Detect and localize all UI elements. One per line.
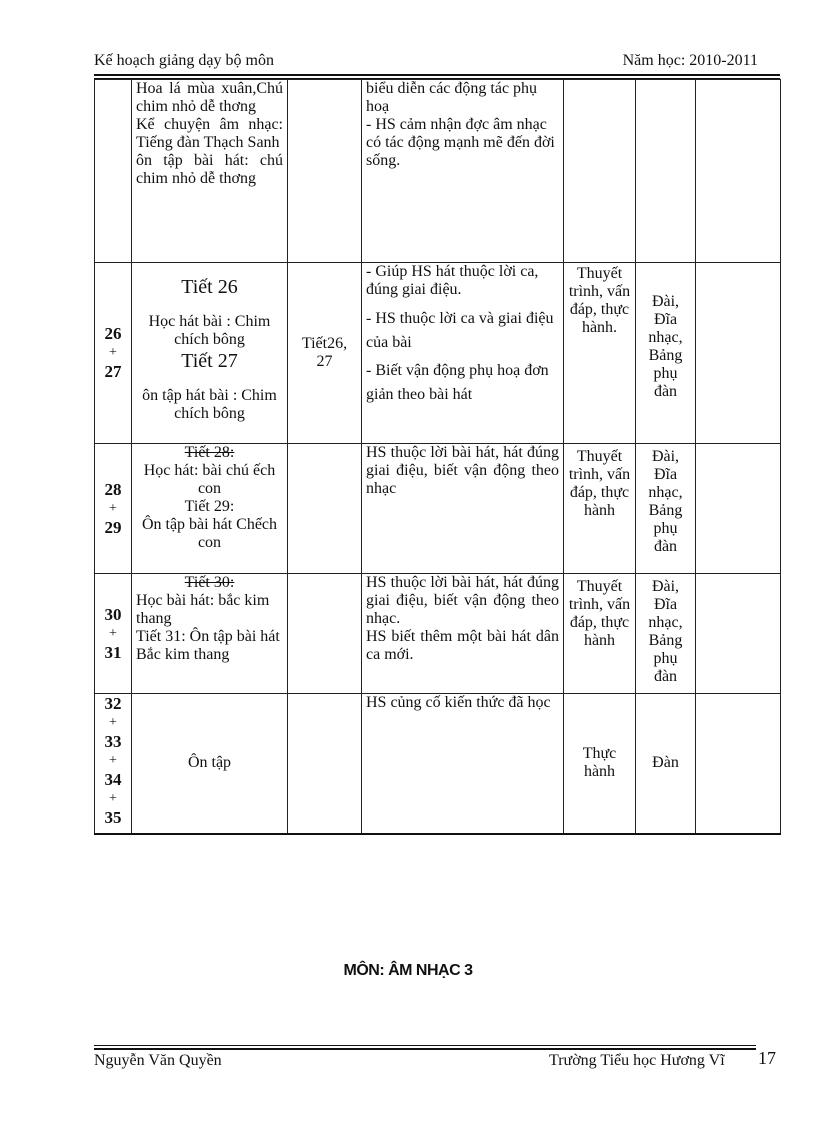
method-cell: Thuyết trình, vấn đáp, thực hành xyxy=(564,574,636,694)
notes-cell xyxy=(696,444,781,574)
table-row xyxy=(95,694,781,834)
goal-line: - HS cảm nhận đợc âm nhạc có tác động mạnh mẽ đến đời sống. xyxy=(366,116,555,169)
equipment-cell: Đàn xyxy=(636,694,696,834)
goals-cell xyxy=(362,574,564,694)
method-cell: Thực hành xyxy=(564,694,636,834)
goal-line: HS thuộc lời bài hát, hát đúng giai điệu, biết vận động theo nhạc xyxy=(366,444,559,497)
lesson-line: Học hát bài : Chim chích bông xyxy=(148,313,271,348)
page-number: 17 xyxy=(758,1048,776,1068)
footer-rule-thin xyxy=(94,1045,756,1046)
lesson-line: Tiết 29: xyxy=(184,498,235,515)
goal-line: HS củng cố kiến thức đã học xyxy=(366,694,551,711)
equipment-cell xyxy=(636,80,696,263)
notes-cell xyxy=(696,694,781,834)
method-cell: Thuyết trình, vấn đáp, thực hành xyxy=(564,444,636,574)
periods-cell: Tiết26, 27 xyxy=(288,263,362,444)
lesson-line: Tiết 28: xyxy=(184,444,235,461)
lesson-period-title: Tiết 26 xyxy=(181,276,238,298)
lesson-cell xyxy=(132,574,288,694)
goal-line: HS thuộc lời bài hát, hát đúng giai điệu, biết vận động theo nhạc. xyxy=(366,574,559,627)
notes-cell xyxy=(696,80,781,263)
lesson-line: Học hát: bài chú ếch con xyxy=(143,462,276,497)
lesson-line: Kể chuyện âm nhạc: Tiếng đàn Thạch Sanh xyxy=(136,116,283,151)
week-cell xyxy=(95,80,132,263)
lesson-line: Ôn tập xyxy=(187,754,232,772)
lesson-cell xyxy=(132,444,288,574)
goal-line: biểu diễn các động tác phụ hoạ xyxy=(366,80,538,115)
page-header xyxy=(94,52,760,74)
goals-cell xyxy=(362,80,564,263)
method-cell xyxy=(564,80,636,263)
goals-cell xyxy=(362,694,564,834)
lesson-line: Học bài hát: bắc kim thang xyxy=(136,592,270,627)
goal-line: - HS thuộc lời ca và giai điệu của bài xyxy=(366,310,554,351)
week-cell: 28 + 29 xyxy=(95,444,132,574)
footer-rule xyxy=(94,1048,756,1050)
goal-line: - Biết vận động phụ hoạ đơn giản theo bài hát xyxy=(366,362,549,403)
header-right: Năm học: 2010-2011 xyxy=(622,52,758,69)
goal-line: - Giúp HS hát thuộc lời ca, đúng giai điệu. xyxy=(366,263,539,298)
goal-line: HS biết thêm một bài hát dân ca mới. xyxy=(366,628,559,663)
week-cell: 32 + 33 + 34 + 35 xyxy=(95,694,132,834)
table-row xyxy=(95,263,781,444)
equipment-cell: Đài, Đĩa nhạc, Bảng phụ đàn xyxy=(636,444,696,574)
periods-cell xyxy=(288,444,362,574)
table-row xyxy=(95,574,781,694)
footer-school: Trường Tiểu học Hương Vĩ xyxy=(549,1052,725,1069)
periods-cell xyxy=(288,574,362,694)
method-cell: Thuyết trình, vấn đáp, thực hành. xyxy=(564,263,636,444)
table-row xyxy=(95,444,781,574)
notes-cell xyxy=(696,263,781,444)
subject-title: MÔN: ÂM NHẠC 3 xyxy=(343,962,473,979)
header-left: Kế hoạch giảng dạy bộ môn xyxy=(94,52,274,69)
week-cell: 30 + 31 xyxy=(95,574,132,694)
lesson-cell xyxy=(132,694,288,834)
footer-author: Nguyễn Văn Quyền xyxy=(94,1052,222,1069)
lesson-line: Tiết 30: xyxy=(184,574,235,591)
lesson-line: Ôn tập bài hát Chếch con xyxy=(141,516,278,551)
lesson-line: ôn tập hát bài : Chim chích bông xyxy=(142,387,277,422)
lesson-line: Hoa lá mùa xuân,Chú chim nhỏ dễ thơng xyxy=(136,80,283,115)
lesson-line: ôn tập bài hát: chú chim nhỏ dễ thơng xyxy=(136,152,283,187)
lesson-cell xyxy=(132,80,288,263)
lesson-cell xyxy=(132,263,288,444)
equipment-cell: Đài, Đĩa nhạc, Bảng phụ đàn xyxy=(636,574,696,694)
periods-cell xyxy=(288,80,362,263)
notes-cell xyxy=(696,574,781,694)
lesson-plan-table xyxy=(94,79,781,835)
week-cell: 26 + 27 xyxy=(95,263,132,444)
periods-cell xyxy=(288,694,362,834)
lesson-period-title: Tiết 27 xyxy=(181,350,238,372)
header-rule xyxy=(94,74,780,76)
goals-cell xyxy=(362,444,564,574)
goals-cell xyxy=(362,263,564,444)
equipment-cell: Đài, Đĩa nhạc, Bảng phụ đàn xyxy=(636,263,696,444)
table-row xyxy=(95,80,781,263)
lesson-line: Tiết 31: Ôn tập bài hát Bắc kim thang xyxy=(136,628,280,663)
